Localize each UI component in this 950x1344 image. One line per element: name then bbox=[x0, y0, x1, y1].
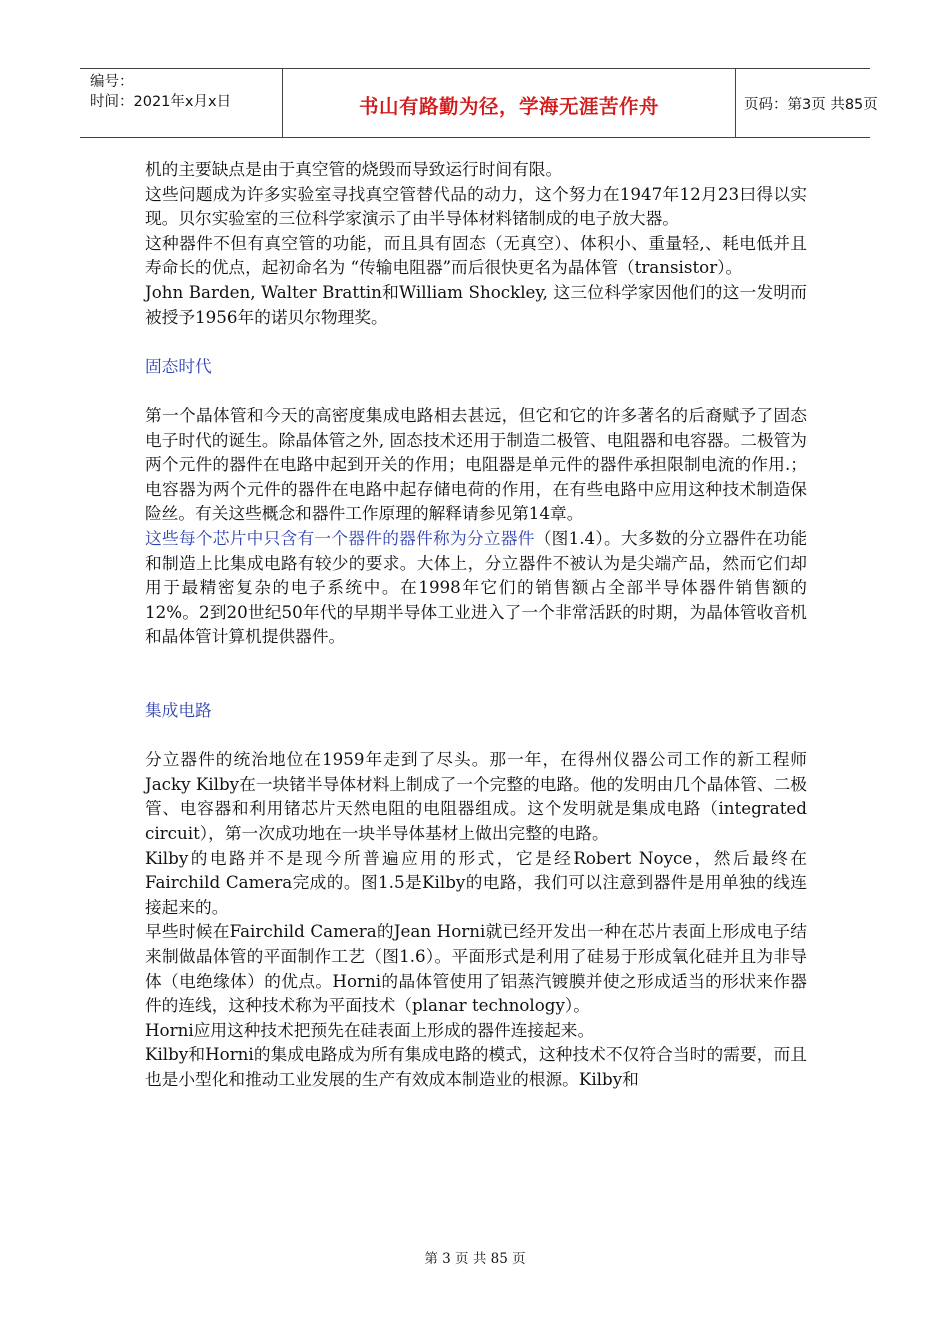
header-motto-cell bbox=[282, 69, 736, 137]
paragraph: 这些问题成为许多实验室寻找真空管替代品的动力，这个努力在1947年12月23曰得以实现。贝尔实验室的三位科学家演示了由半导体材料锗制成的电子放大器。 bbox=[145, 183, 807, 229]
paragraph: Kilby的电路并不是现今所普遍应用的形式，它是经Robert Noyce，然后最终在Fairchild Camera完成的。图1.5是Kilby的电路，我们可以注意到器件是用单独的线连接起来的。 bbox=[145, 847, 807, 917]
document-date: 时间：2021年x月x日 bbox=[90, 94, 232, 110]
header-motto: 书山有路勤为径，学海无涯苦作舟 bbox=[358, 95, 659, 118]
section-heading-integrated-circuit: 集成电路 bbox=[145, 700, 212, 721]
paragraph: Horni应用这种技术把预先在硅表面上形成的器件连接起来。 bbox=[145, 1019, 595, 1040]
page-header bbox=[80, 68, 878, 138]
document-number-label: 编号： bbox=[90, 74, 134, 90]
header-info-cell bbox=[80, 69, 282, 137]
header-page-cell bbox=[734, 69, 878, 137]
document-body bbox=[145, 157, 807, 1092]
section-heading-solid-state: 固态时代 bbox=[145, 355, 212, 376]
spacer bbox=[145, 723, 807, 748]
spacer bbox=[145, 329, 807, 354]
paragraph: 第一个晶体管和今天的高密度集成电路相去甚远，但它和它的许多著名的后裔赋予了固态电子时代的诞生。除晶体管之外, 固态技术还用于制造二极管、电阻器和电容器。二极管为两个元件的器件在电路中起到开关的作用；电阻器是单元件的器件承担限制电流的作用.；电容器为两个元件的器件在电路中起存储电荷的作用，在有些电路中应用这种技术制造保险丝。有关这些概念和器件工作原理的解释请参见第14章。 bbox=[145, 404, 807, 524]
paragraph: 机的主要缺点是由于真空管的烧毁而导致运行时间有限。 bbox=[145, 159, 563, 179]
paragraph: 分立器件的统治地位在1959年走到了尽头。那一年，在得州仪器公司工作的新工程师 Jacky Kilby在一块锗半导体材料上制成了一个完整的电路。他的发明由几个晶体管、二极管、电容器和利用锗芯片天然电阻的电阻器组成。这个发明就是集成电路（integrated circuit），第一次成功地在一块半导体基材上做出完整的电路。 bbox=[145, 749, 807, 844]
spacer bbox=[145, 649, 807, 698]
paragraph: 这种器件不但有真空管的功能，而且具有固态（无真空）、体积小、重量轻,、耗电低并且寿命长的优点，起初命名为 “传输电阻器”而后很快更名为晶体管（transistor）。 bbox=[145, 232, 807, 278]
paragraph: John Barden, Walter Brattin和William Shockley, 这三位科学家因他们的这一发明而被授予1956年的诺贝尔物理奖。 bbox=[145, 281, 807, 327]
paragraph: Kilby和Horni的集成电路成为所有集成电路的模式，这种技术不仅符合当时的需要，而且也是小型化和推动工业发展的生产有效成本制造业的根源。Kilby和 bbox=[145, 1044, 807, 1089]
highlighted-sentence: 这些每个芯片中只含有一个器件的器件称为分立器件 bbox=[145, 527, 535, 548]
spacer bbox=[145, 378, 807, 403]
paragraph-text: （图1.4）。大多数的分立器件在功能和制造上比集成电路有较少的要求。大体上，分立器件不被认为是尖端产品，然而它们却用于最精密复杂的电子系统中。在1998年它们的销售额占全部半导体器件销售额的12%。2到20世纪50年代的早期半导体工业进入了一个非常活跃的时期，为晶体管收音机和晶体管计算机提供器件。 bbox=[145, 527, 808, 647]
paragraph bbox=[145, 526, 807, 649]
header-page-code: 页码：第3页 共85页 bbox=[744, 97, 878, 113]
page-footer: 第 3 页 共 85 页 bbox=[424, 1251, 526, 1267]
paragraph: 早些时候在Fairchild Camera的Jean Horni就已经开发出一种在芯片表面上形成电子结来制做晶体管的平面制作工艺（图1.6）。平面形式是利用了硅易于形成氧化硅并且为非导体（电绝缘体）的优点。Horni的晶体管使用了铝蒸汽镀膜并使之形成适当的形状来作器件的连线，这种技术称为平面技术（planar technology）。 bbox=[145, 921, 807, 1016]
